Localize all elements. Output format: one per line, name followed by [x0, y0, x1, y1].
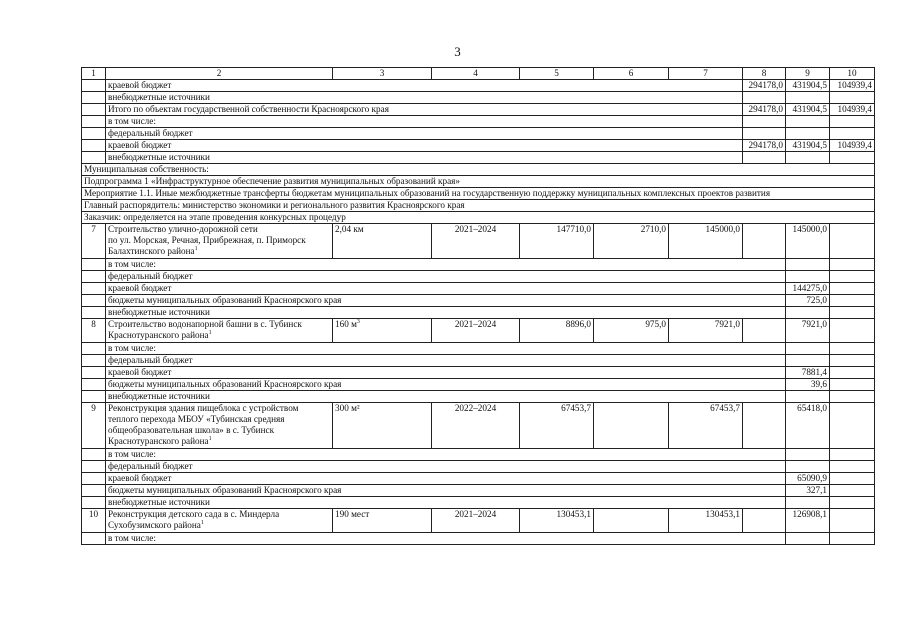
- object-name-line: Краснотуранского района$^1$: [108, 435, 212, 446]
- empty-cell: [830, 461, 875, 473]
- empty-cell: [830, 379, 875, 391]
- object-name-line: Реконструкция детского сада в с. Миндерла: [108, 509, 280, 519]
- sub-row: [82, 449, 875, 461]
- object-number: 8: [82, 319, 106, 343]
- value-cell: 145000,0: [786, 224, 830, 259]
- sub-row: [82, 533, 875, 545]
- value-cell: 294178,0: [743, 80, 786, 92]
- row-label: федеральный бюджет: [106, 461, 786, 473]
- empty-cell: [830, 271, 875, 283]
- value-cell: 7921,0: [669, 319, 743, 343]
- empty-cell: [743, 319, 786, 343]
- empty-cell: [82, 116, 106, 128]
- object-name-line: теплого перехода МБОУ «Тубинская средняя: [108, 414, 285, 424]
- empty-cell: [82, 152, 106, 164]
- sub-row: [82, 343, 875, 355]
- empty-cell: [830, 224, 875, 259]
- empty-cell: [82, 80, 106, 92]
- value-cell: 2710,0: [594, 224, 669, 259]
- value-cell: 7921,0: [786, 319, 830, 343]
- object-cost: 147710,0: [520, 224, 594, 259]
- object-capacity: 300 м²: [333, 403, 432, 449]
- value-cell: [786, 259, 830, 271]
- sub-row: [82, 485, 875, 497]
- empty-cell: [82, 104, 106, 116]
- section-row: [82, 164, 875, 176]
- header-cell: 9: [786, 68, 830, 80]
- empty-cell: [743, 224, 786, 259]
- empty-cell: [830, 367, 875, 379]
- sub-row: [82, 271, 875, 283]
- object-row: [82, 224, 875, 259]
- section-title: Подпрограмма 1 «Инфраструктурное обеспечение развития муниципальных образований края»: [82, 176, 875, 188]
- object-number: 9: [82, 403, 106, 449]
- empty-cell: [82, 473, 106, 485]
- object-cost: 130453,1: [520, 509, 594, 533]
- value-cell: 431904,5: [786, 140, 830, 152]
- empty-cell: [743, 509, 786, 533]
- empty-cell: [82, 461, 106, 473]
- empty-cell: [82, 283, 106, 295]
- section-row: [82, 212, 875, 224]
- row-label: в том числе:: [106, 116, 743, 128]
- empty-cell: [830, 343, 875, 355]
- empty-cell: [830, 283, 875, 295]
- value-cell: [830, 128, 875, 140]
- row-label: в том числе:: [106, 533, 786, 545]
- header-cell: 6: [594, 68, 669, 80]
- page-number: 3: [454, 44, 461, 59]
- row-label: бюджеты муниципальных образований Красноярского края: [106, 379, 786, 391]
- value-cell: [594, 403, 669, 449]
- value-cell: [743, 116, 786, 128]
- section-title: Муниципальная собственность:: [82, 164, 875, 176]
- value-cell: 725,0: [786, 295, 830, 307]
- sub-row: [82, 391, 875, 403]
- row-label: краевой бюджет: [106, 283, 786, 295]
- empty-cell: [82, 367, 106, 379]
- value-cell: 104939,4: [830, 80, 875, 92]
- value-cell: [786, 116, 830, 128]
- footnote-mark: 1: [194, 245, 198, 252]
- value-cell: [786, 497, 830, 509]
- value-cell: 144275,0: [786, 283, 830, 295]
- row-label: краевой бюджет: [106, 140, 743, 152]
- object-row: [82, 319, 875, 343]
- sub-row: [82, 295, 875, 307]
- empty-cell: [82, 485, 106, 497]
- header-row: [82, 68, 875, 80]
- object-name: [106, 509, 333, 533]
- value-cell: [830, 152, 875, 164]
- row-label: федеральный бюджет: [106, 355, 786, 367]
- row-label: в том числе:: [106, 259, 786, 271]
- object-capacity: 190 мест: [333, 509, 432, 533]
- empty-cell: [830, 319, 875, 343]
- object-period: 2021–2024: [432, 509, 520, 533]
- row-label: бюджеты муниципальных образований Красноярского края: [106, 295, 786, 307]
- footnote-mark: 1: [208, 435, 212, 442]
- object-number: 10: [82, 509, 106, 533]
- header-cell: 2: [106, 68, 333, 80]
- header-cell: 5: [520, 68, 594, 80]
- value-cell: 294178,0: [743, 104, 786, 116]
- value-cell: 67453,7: [669, 403, 743, 449]
- row-label: федеральный бюджет: [106, 128, 743, 140]
- sub-row: [82, 461, 875, 473]
- value-cell: 294178,0: [743, 140, 786, 152]
- value-cell: [786, 271, 830, 283]
- object-name: [106, 403, 333, 449]
- object-name: [106, 224, 333, 259]
- value-cell: 145000,0: [669, 224, 743, 259]
- empty-cell: [82, 140, 106, 152]
- empty-cell: [82, 533, 106, 545]
- object-name-line: Сухобузимского района$^1$: [108, 519, 204, 530]
- empty-cell: [830, 485, 875, 497]
- object-row: [82, 403, 875, 449]
- value-cell: 7881,4: [786, 367, 830, 379]
- value-cell: 104939,4: [830, 140, 875, 152]
- value-cell: 65418,0: [786, 403, 830, 449]
- object-row: [82, 509, 875, 533]
- object-cost: 8896,0: [520, 319, 594, 343]
- object-name-line: Реконструкция здания пищеблока с устройством: [108, 403, 299, 413]
- header-cell: 4: [432, 68, 520, 80]
- row-label: внебюджетные источники: [106, 152, 743, 164]
- empty-cell: [743, 403, 786, 449]
- value-cell: 126908,1: [786, 509, 830, 533]
- value-cell: [786, 449, 830, 461]
- value-cell: 104939,4: [830, 104, 875, 116]
- empty-cell: [830, 449, 875, 461]
- section-row: [82, 176, 875, 188]
- section-title: Заказчик: определяется на этапе проведения конкурсных процедур: [82, 212, 875, 224]
- header-cell: 7: [669, 68, 743, 80]
- empty-cell: [82, 355, 106, 367]
- row-label: в том числе:: [106, 449, 786, 461]
- empty-cell: [82, 497, 106, 509]
- budget-table: [81, 67, 875, 545]
- footnote-mark: 1: [208, 329, 212, 336]
- table-row: [82, 152, 875, 164]
- value-cell: [786, 461, 830, 473]
- sub-row: [82, 259, 875, 271]
- row-label: Итого по объектам государственной собственности Красноярского края: [106, 104, 743, 116]
- sub-row: [82, 283, 875, 295]
- value-cell: [786, 533, 830, 545]
- empty-cell: [82, 307, 106, 319]
- value-cell: 431904,5: [786, 104, 830, 116]
- header-cell: 1: [82, 68, 106, 80]
- object-name-line: по ул. Морская, Речная, Прибрежная, п. Приморск: [108, 235, 306, 245]
- unit-superscript: 3: [356, 318, 360, 325]
- empty-cell: [82, 391, 106, 403]
- empty-cell: [82, 271, 106, 283]
- object-period: 2021–2024: [432, 224, 520, 259]
- row-label: внебюджетные источники: [106, 92, 743, 104]
- object-period: 2022–2024: [432, 403, 520, 449]
- value-cell: [786, 343, 830, 355]
- value-cell: 39,6: [786, 379, 830, 391]
- value-cell: 431904,5: [786, 80, 830, 92]
- sub-row: [82, 497, 875, 509]
- sub-row: [82, 367, 875, 379]
- row-label: внебюджетные источники: [106, 391, 786, 403]
- section-row: [82, 188, 875, 200]
- table-row: [82, 104, 875, 116]
- object-capacity: 2,04 км: [333, 224, 432, 259]
- empty-cell: [82, 128, 106, 140]
- header-cell: 3: [333, 68, 432, 80]
- object-name: [106, 319, 333, 343]
- row-label: внебюджетные источники: [106, 307, 786, 319]
- sub-row: [82, 473, 875, 485]
- sub-row: [82, 355, 875, 367]
- value-cell: [830, 116, 875, 128]
- section-title: Мероприятие 1.1. Иные межбюджетные трансферты бюджетам муниципальных образований на государственную поддержку муниципальных комплексных проектов развития: [82, 188, 875, 200]
- row-label: краевой бюджет: [106, 473, 786, 485]
- empty-cell: [830, 391, 875, 403]
- object-capacity: 160 $м^3$: [333, 319, 432, 343]
- row-label: краевой бюджет: [106, 80, 743, 92]
- header-cell: 8: [743, 68, 786, 80]
- empty-cell: [82, 92, 106, 104]
- value-cell: 65090,9: [786, 473, 830, 485]
- object-name-line: Краснотуранского района$^1$: [108, 329, 212, 340]
- empty-cell: [830, 533, 875, 545]
- header-cell: 10: [830, 68, 875, 80]
- value-cell: [786, 92, 830, 104]
- value-cell: [743, 128, 786, 140]
- value-cell: [786, 355, 830, 367]
- object-name-line: Строительство улично-дорожной сети: [108, 224, 258, 234]
- empty-cell: [830, 403, 875, 449]
- empty-cell: [830, 473, 875, 485]
- value-cell: [786, 391, 830, 403]
- object-name-line: Балахтинского района$^1$: [108, 245, 198, 256]
- empty-cell: [82, 259, 106, 271]
- value-cell: 975,0: [594, 319, 669, 343]
- value-cell: [786, 128, 830, 140]
- row-label: федеральный бюджет: [106, 271, 786, 283]
- value-cell: 327,1: [786, 485, 830, 497]
- value-cell: [786, 152, 830, 164]
- row-label: краевой бюджет: [106, 367, 786, 379]
- empty-cell: [830, 355, 875, 367]
- value-cell: [830, 92, 875, 104]
- empty-cell: [830, 509, 875, 533]
- empty-cell: [830, 295, 875, 307]
- row-label: в том числе:: [106, 343, 786, 355]
- footnote-mark: 1: [200, 519, 204, 526]
- empty-cell: [82, 449, 106, 461]
- value-cell: 130453,1: [669, 509, 743, 533]
- empty-cell: [82, 343, 106, 355]
- object-period: 2021–2024: [432, 319, 520, 343]
- object-number: 7: [82, 224, 106, 259]
- table-row: [82, 92, 875, 104]
- object-name-line: Строительство водонапорной башни в с. Тубинск: [108, 319, 302, 329]
- section-title: Главный распорядитель: министерство экономики и регионального развития Красноярского края: [82, 200, 875, 212]
- row-label: бюджеты муниципальных образований Красноярского края: [106, 485, 786, 497]
- table-row: [82, 116, 875, 128]
- object-cost: 67453,7: [520, 403, 594, 449]
- value-cell: [743, 92, 786, 104]
- table-row: [82, 128, 875, 140]
- sub-row: [82, 379, 875, 391]
- empty-cell: [830, 497, 875, 509]
- value-cell: [786, 307, 830, 319]
- empty-cell: [82, 379, 106, 391]
- empty-cell: [830, 259, 875, 271]
- empty-cell: [830, 307, 875, 319]
- row-label: внебюджетные источники: [106, 497, 786, 509]
- table-row: [82, 80, 875, 92]
- value-cell: [594, 509, 669, 533]
- sub-row: [82, 307, 875, 319]
- value-cell: [743, 152, 786, 164]
- object-name-line: общеобразовательная школа» в с. Тубинск: [108, 425, 275, 435]
- section-row: [82, 200, 875, 212]
- table-row: [82, 140, 875, 152]
- empty-cell: [82, 295, 106, 307]
